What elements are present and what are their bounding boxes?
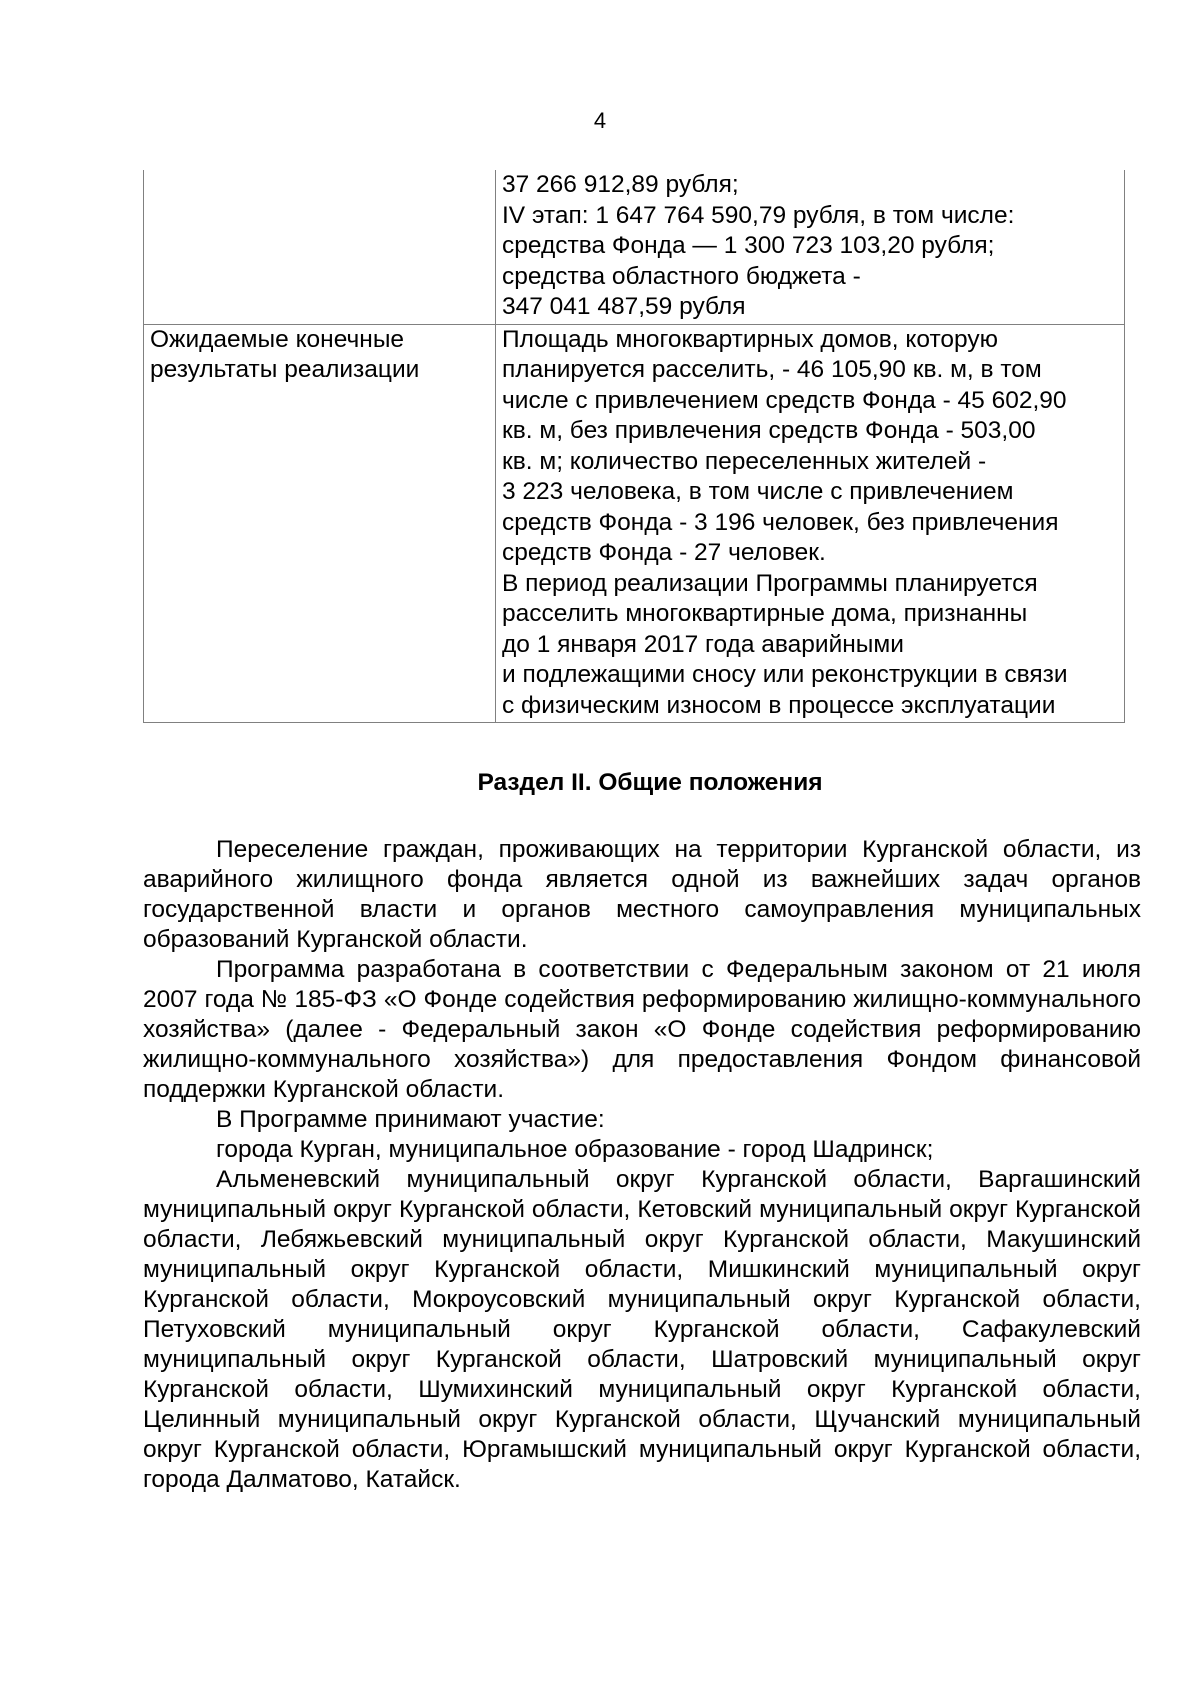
page-number: 4: [593, 108, 607, 133]
program-passport-table: [143, 170, 1125, 723]
table-cell-value: [496, 170, 1125, 324]
results-line: Площадь многоквартирных домов, которую: [502, 325, 999, 353]
paragraph: Альменевский муниципальный округ Курганской области, Варгашинский муниципальный округ Курганской области, Кетовский муниципальный округ Курганской области, Лебяжьевский муниципальный округ Курганской области, Макушинский муниципальный округ Курганской области, Мишкинский муниципальный округ Курганской области, Мокроусовский муниципальный округ Курганской области, Петуховский муниципальный округ Курганской области, Сафакулевский муниципальный округ Курганской области, Шатровский муниципальный округ Курганской области, Шумихинский муниципальный округ Курганской области, Целинный муниципальный округ Курганской области, Щучанский муниципальный округ Курганской области, Юргамышский муниципальный округ Курганской области, города Далматово, Катайск.: [143, 1166, 1141, 1493]
results-line: планируется расселить, - 46 105,90 кв. м, в том: [502, 356, 1042, 383]
paragraph: города Курган, муниципальное образование - город Шадринск;: [216, 1136, 934, 1163]
paragraph: В Программе принимают участие:: [216, 1106, 605, 1133]
results-line: расселить многоквартирные дома, признанны: [502, 600, 1028, 627]
results-line: В период реализации Программы планируется: [502, 569, 1038, 597]
section-body: [143, 835, 1141, 1495]
results-line: средств Фонда - 27 человек.: [502, 539, 826, 566]
results-line: и подлежащими сносу или реконструкции в связи: [502, 661, 1068, 688]
row-label-line: результаты реализации: [150, 356, 420, 383]
funding-line: 37 266 912,89 рубля;: [502, 171, 739, 198]
funding-line: 347 041 487,59 рубля: [502, 293, 746, 320]
table-cell-value: [496, 324, 1125, 723]
paragraph: Программа разработана в соответствии с Федеральным законом от 21 июля 2007 года № 185-ФЗ «О Фонде содействия реформированию жилищно-коммунального хозяйства» (далее - Федеральный закон «О Фонде содействия реформированию жилищно-коммунального хозяйства») для предоставления Фондом финансовой поддержки Курганской области.: [143, 956, 1141, 1103]
results-line: до 1 января 2017 года аварийными: [502, 630, 904, 658]
table-cell-label: [144, 170, 496, 324]
results-line: 3 223 человека, в том числе с привлечением: [502, 478, 1014, 505]
results-line: средств Фонда - 3 196 человек, без привлечения: [502, 508, 1059, 536]
table-cell-label: [144, 324, 496, 723]
row-label-line: Ожидаемые конечные: [150, 325, 405, 353]
table-row-funding-continued: [144, 170, 1125, 324]
section-heading: Раздел II. Общие положения: [477, 769, 823, 796]
paragraph: Переселение граждан, проживающих на территории Курганской области, из аварийного жилищного фонда является одной из важнейших задач органов государственной власти и органов местного самоуправления муниципальных образований Курганской области.: [143, 836, 1141, 953]
results-line: с физическим износом в процессе эксплуатации: [502, 691, 1056, 719]
results-line: числе с привлечением средств Фонда - 45 602,90: [502, 386, 1067, 414]
results-line: кв. м, без привлечения средств Фонда - 503,00: [502, 417, 1036, 444]
results-line: кв. м; количество переселенных жителей -: [502, 447, 987, 475]
funding-line: IV этап: 1 647 764 590,79 рубля, в том числе:: [502, 201, 1015, 229]
table-row-expected-results: [144, 324, 1125, 723]
funding-line: средства областного бюджета -: [502, 262, 861, 290]
funding-line: средства Фонда — 1 300 723 103,20 рубля;: [502, 232, 995, 259]
